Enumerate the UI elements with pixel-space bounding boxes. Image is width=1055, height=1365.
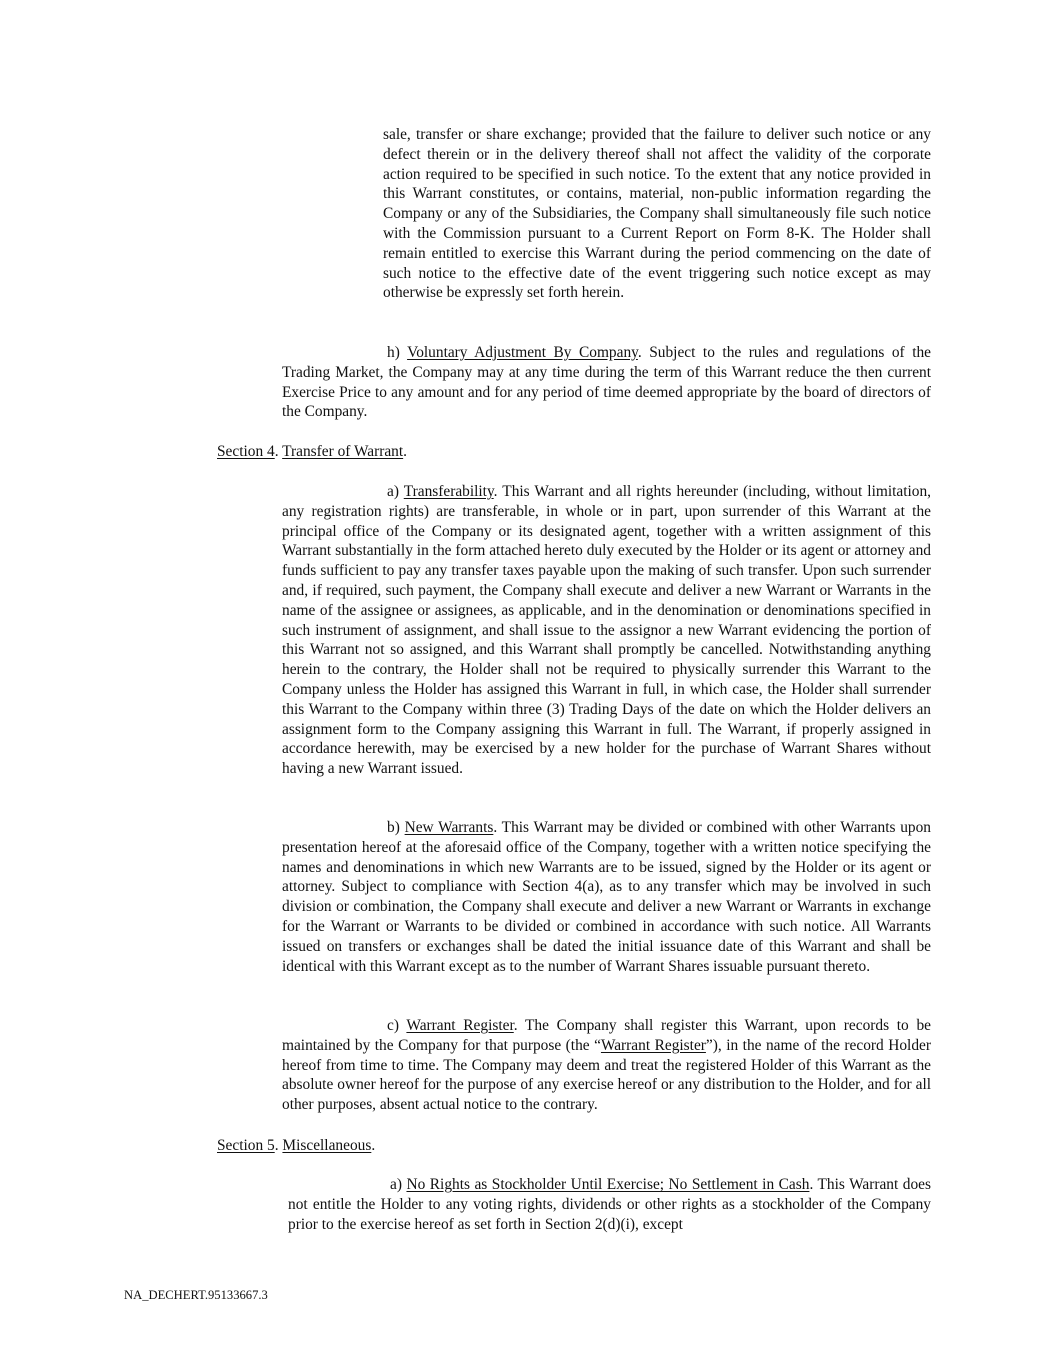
paragraph-5a-body: . This Warrant does not entitle the Holder to any voting rights, dividends or other rights as a stockholder of the Company prior to the exercise hereof as set forth in Section 2(d)(i), except [288, 1176, 931, 1233]
paragraph-h [282, 343, 931, 422]
paragraph-h-title: Voluntary Adjustment By Company [407, 344, 638, 361]
paragraph-h-label: h) [387, 344, 400, 361]
paragraph-4a-body: . This Warrant and all rights hereunder (including, without limitation, any registration rights) are transferable, in whole or in part, upon surrender of this Warrant at the principal office of the Company or its designated agent, together with a written assignment of this Warrant substantially in the form attached hereto duly executed by the Holder or its agent or attorney and funds sufficient to pay any transfer taxes payable upon the making of such transfer. Upon such surrender and, if required, such payment, the Company shall execute and deliver a new Warrant or Warrants in the name of the assignee or assignees, as applicable, and in the denomination or denominations specified in such instrument of assignment, and shall issue to the assignor a new Warrant evidencing the portion of this Warrant not so assigned, and this Warrant shall promptly be cancelled. Notwithstanding anything herein to the contrary, the Holder shall not be required to physically surrender this Warrant to the Company unless the Holder has assigned this Warrant in full, in which case, the Holder shall surrender this Warrant to the Company within three (3) Trading Days of the date on which the Holder delivers an assignment form to the Company assigning this Warrant in full. The Warrant, if properly assigned in accordance herewith, may be exercised by a new holder for the purchase of Warrant Shares without having a new Warrant issued. [282, 483, 931, 778]
section-4-end: . [403, 443, 407, 460]
paragraph-4b-label: b) [387, 819, 400, 836]
paragraph-5a-label: a) [390, 1176, 402, 1193]
paragraph-h-body: . Subject to the rules and regulations of the Trading Market, the Company may at any time during the term of this Warrant reduce the then current Exercise Price to any amount and for any period of time deemed appropriate by the board of directors of the Company. [282, 344, 931, 421]
paragraph-4a-title: Transferability [403, 483, 494, 500]
section-5-title: Miscellaneous [282, 1137, 372, 1154]
section-5-end: . [371, 1137, 376, 1154]
paragraph-4c-body-2: ”), in the name of the record Holder hereof from time to time. The Company may deem and treat the registered Holder of this Warrant as the absolute owner hereof for the purpose of any exercise hereof or any distribution to the Holder, and for all other purposes, absent actual notice to the contrary. [282, 1036, 931, 1114]
paragraph-g-continuation: sale, transfer or share exchange; provided that the failure to deliver such notice or any defect therein or in the delivery thereof shall not affect the validity of the corporate action required to be specified in such notice. To the extent that any notice provided in this Warrant constitutes, or contains, material, non-public information regarding the Company or any of the Subsidiaries, the Company shall simultaneously file such notice with the Commission pursuant to a Current Report on Form 8-K. The Holder shall remain entitled to exercise this Warrant during the period commencing on the date of such notice to the effective date of the event triggering such notice except as may otherwise be expressly set forth herein. [383, 126, 931, 302]
paragraph-4c-label: c) [387, 1017, 399, 1034]
paragraph-4c-body-1: . The Company shall register this Warrant, upon records to be maintained by the Company for that purpose (the “ [282, 1017, 931, 1054]
section-5-separator: . [274, 1137, 283, 1154]
paragraph-4a [282, 482, 931, 779]
paragraph-4c [282, 1016, 931, 1115]
section-5-number: Section 5 [217, 1137, 275, 1154]
paragraph-4b [282, 818, 931, 976]
paragraph-5a-title: No Rights as Stockholder Until Exercise; No Settlement in Cash [406, 1176, 810, 1193]
paragraph-4b-body: . This Warrant may be divided or combined with other Warrants upon presentation hereof at the aforesaid office of the Company, together with a written notice specifying the names and denominations in which new Warrants are to be issued, signed by the Holder or its agent or attorney. Subject to compliance with Section 4(a), as to any transfer which may be involved in such division or combination, the Company shall execute and deliver a new Warrant or Warrants in exchange for the Warrant or Warrants to be divided or combined in accordance with such notice. All Warrants issued on transfers or exchanges shall be dated the initial issuance date of this Warrant and shall be identical with this Warrant except as to the number of Warrant Shares issuable pursuant thereto. [282, 819, 932, 975]
section-4-number: Section 4 [217, 443, 275, 460]
paragraph-5a [288, 1175, 931, 1234]
paragraph-4c-defined-term: Warrant Register [600, 1036, 706, 1054]
section-4-heading [217, 442, 917, 462]
section-4-title: Transfer of Warrant [282, 443, 404, 460]
paragraph-4b-title: New Warrants [404, 819, 494, 836]
section-4-separator: . [274, 443, 283, 460]
paragraph-4c-title: Warrant Register [406, 1017, 514, 1034]
document-id-footer: NA_DECHERT.95133667.3 [124, 1288, 268, 1302]
section-5-heading [217, 1136, 917, 1156]
paragraph-4a-label: a) [387, 483, 399, 500]
